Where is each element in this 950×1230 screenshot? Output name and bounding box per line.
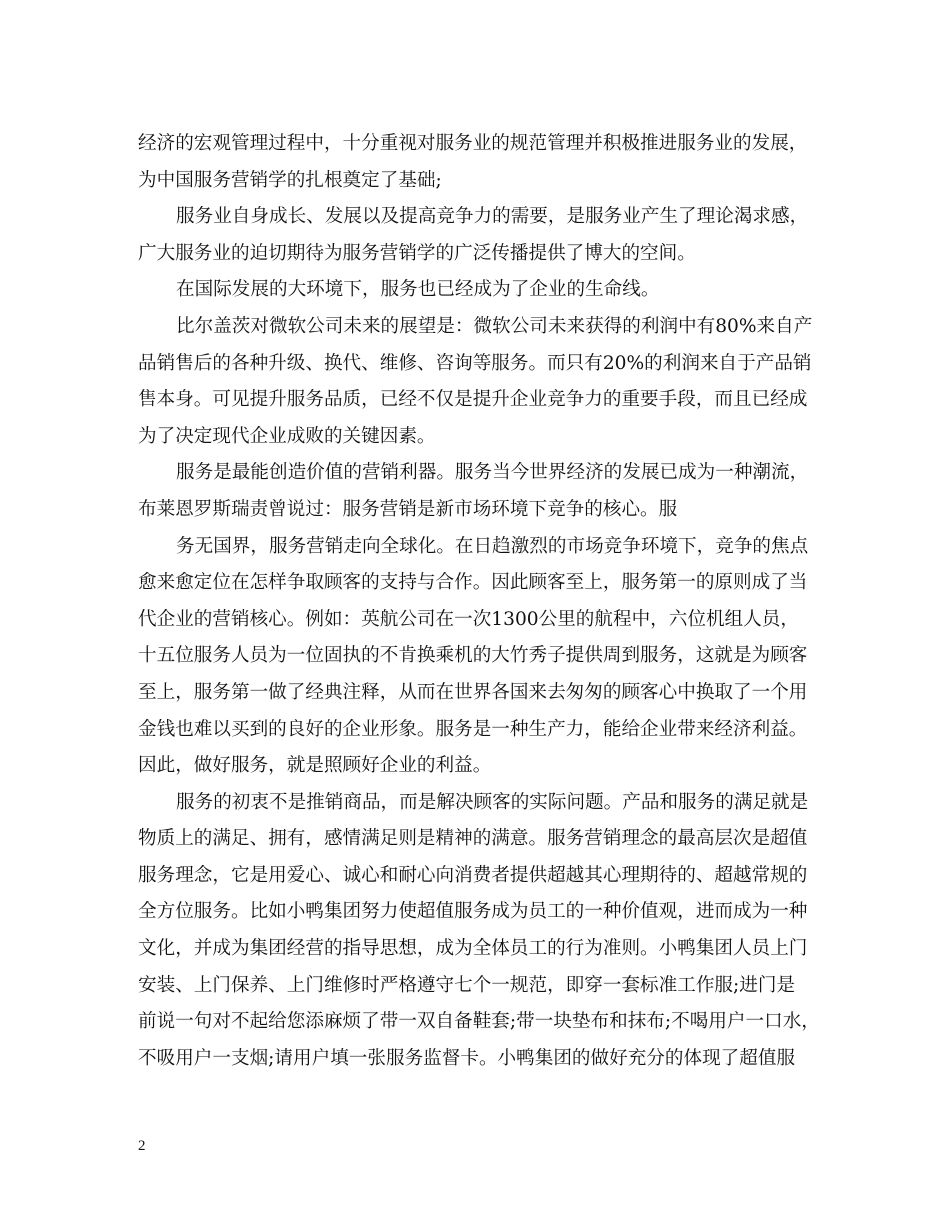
text-line: 比尔盖茨对微软公司未来的展望是：微软公司未来获得的利润中有80%来自产 — [176, 315, 813, 337]
text-line: 服务理念，它是用爱心、诚心和耐心向消费者提供超越其心理期待的、超越常规的 — [138, 864, 808, 886]
text-line: 因此，做好服务，就是照顾好企业的利益。 — [138, 755, 492, 777]
text-line: 服务业自身成长、发展以及提高竞争力的需要，是服务业产生了理论渴求感， — [176, 206, 809, 228]
text-line: 前说一句对不起给您添麻烦了带一双自备鞋套;带一块垫布和抹布;不喝用户一口水， — [138, 1011, 820, 1033]
text-line: 物质上的满足、拥有，感情满足则是精神的满意。服务营销理念的最高层次是超值 — [138, 828, 808, 850]
text-line: 在国际发展的大环境下，服务也已经成为了企业的生命线。 — [176, 279, 660, 301]
page-number: 2 — [138, 1138, 146, 1154]
text-line: 愈来愈定位在怎样争取顾客的支持与合作。因此顾客至上，服务第一的原则成了当 — [138, 572, 808, 594]
body-text — [138, 126, 820, 1077]
text-line: 安装、上门保养、上门维修时严格遵守七个一规范，即穿一套标准工作服;进门是 — [138, 974, 796, 996]
text-line: 品销售后的各种升级、换代、维修、咨询等服务。而只有20%的利润来自于产品销 — [138, 352, 812, 374]
text-line: 为了决定现代企业成败的关键因素。 — [138, 425, 436, 447]
text-line: 服务的初衷不是推销商品，而是解决顾客的实际问题。产品和服务的满足就是 — [176, 791, 809, 813]
text-line: 为中国服务营销学的扎根奠定了基础; — [138, 169, 442, 191]
text-line: 十五位服务人员为一位固执的不肯换乘机的大竹秀子提供周到服务，这就是为顾客 — [138, 645, 808, 667]
text-line: 经济的宏观管理过程中，十分重视对服务业的规范管理并积极推进服务业的发展， — [138, 133, 808, 154]
text-line: 务无国界，服务营销走向全球化。在日趋激烈的市场竞争环境下，竞争的焦点 — [176, 535, 809, 557]
text-line: 服务是最能创造价值的营销利器。服务当今世界经济的发展已成为一种潮流， — [176, 462, 809, 484]
text-line: 广大服务业的迫切期待为服务营销学的广泛传播提供了博大的空间。 — [138, 242, 696, 264]
text-line: 至上，服务第一做了经典注释，从而在世界各国来去匆匆的顾客心中换取了一个用 — [138, 681, 808, 703]
text-line: 代企业的营销核心。例如：英航公司在一次1300公里的航程中，六位机组人员， — [138, 608, 799, 630]
text-line: 金钱也难以买到的良好的企业形象。服务是一种生产力，能给企业带来经济利益。 — [138, 718, 808, 740]
text-line: 售本身。可见提升服务品质，已经不仅是提升企业竞争力的重要手段，而且已经成 — [138, 389, 808, 411]
text-line: 布莱恩罗斯瑞责曾说过：服务营销是新市场环境下竞争的核心。服 — [138, 498, 678, 520]
text-line: 文化，并成为集团经营的指导思想，成为全体员工的行为准则。小鸭集团人员上门 — [138, 938, 808, 960]
text-line: 全方位服务。比如小鸭集团努力使超值服务成为员工的一种价值观，进而成为一种 — [138, 901, 808, 923]
text-line: 不吸用户一支烟;请用户填一张服务监督卡。小鸭集团的做好充分的体现了超值服 — [138, 1047, 796, 1069]
